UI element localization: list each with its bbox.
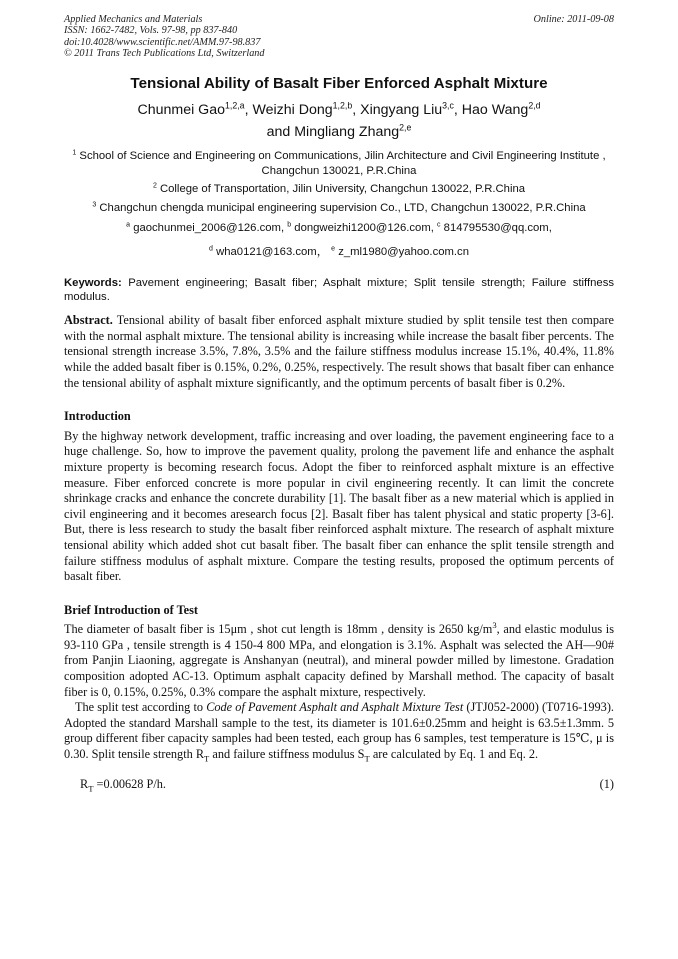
email-sup: d [209, 245, 213, 253]
affiliation-number: 2 [152, 182, 157, 190]
section-heading-introduction: Introduction [64, 409, 131, 424]
keywords-label: Keywords: [64, 277, 122, 290]
test-p2-part-b: (JTJ052-2000) (T0716-1993). Adopted the standard Marshall sample to the test, its diameter is 101.6±0.25mm and height is 63.5±1.3mm. 5 group different fiber capacity samples had been tested, each group has 6 samples, test temperature is 15℃, μ is 0.30. Split tensile strength R [64, 700, 614, 762]
affiliation-text: Changchun chengda municipal engineering supervision Co., LTD, Changchun 130022, P.R.China [99, 201, 586, 214]
equation-1 [64, 777, 614, 793]
author-separator: , [352, 102, 361, 119]
email-sup: b [287, 221, 292, 229]
author-affil-sup: 1,2,a [225, 100, 245, 111]
test-p2-part-c: and failure stiffness modulus S [209, 747, 365, 762]
test-p2-part-d: are calculated by Eq. 1 and Eq. 2. [369, 747, 539, 762]
author-line-1 [64, 99, 614, 121]
email-address[interactable]: z_ml1980@yahoo.com.cn [338, 245, 469, 258]
author-separator: , [453, 102, 462, 119]
introduction-paragraph: By the highway network development, traffic increasing and over loading, the pavement engineering face to a huge challenge. So, how to improve the pavement quality, prolong the pavement life and enhance the asphalt mixture property is becoming research focus. Adopt the fiber to reinforced asphalt mixture is an effective measure. Fiber enforced concrete is more popular in civil engineering recently. It can limit the concrete shrinkage cracks and enhance the concrete durability [1]. The basalt fiber as a new material which is applied in civil engineering and it becomes aresearch focus [2]. Basalt fiber has talent physical and static property [3-6]. But, there is less research to study the basalt fiber reinforced asphalt mixture. The research of asphalt mixture tensional ability which added shot cut basalt fiber. The basalt fiber can enhance the split tensile strength and failure stiffness modulus of asphalt mixture. Compare the testing results, proposed the optimum percents of basalt fiber. [64, 428, 614, 584]
author-name: Weizhi Dong [252, 102, 333, 119]
test-p1-part-b: , and elastic modulus is 93-110 GPa , tensile strength is 4 150-4 800 MPa, and elongation is 3.1%. Asphalt was selected the AH—90# from Panjin Liaoning, aggregate is Anshanyan (neutral), and mineral powder milled by limestone. Gradation composition adopted AC-13. Optimum asphalt capacity defined by Marshall method. The capacity of basalt fiber is 0, 0.15%, 0.25%, 0.3% compare the asphalt mixture, respectively. [64, 622, 614, 699]
keywords-block [64, 277, 614, 304]
test-paragraph-2 [64, 700, 614, 762]
equation-lhs: R [80, 776, 89, 791]
author-name: Chunmei Gao [137, 102, 225, 119]
header-row [64, 14, 614, 59]
equation-body [64, 777, 166, 793]
affiliation-2 [64, 182, 614, 197]
author-name: and Mingliang Zhang [266, 124, 400, 141]
abstract-block [64, 313, 614, 391]
paper-title: Tensional Ability of Basalt Fiber Enforced Asphalt Mixture [130, 75, 548, 93]
publication-info [64, 14, 264, 59]
author-affil-sup: 2,d [528, 100, 541, 111]
author-affil-sup: 3,c [442, 100, 454, 111]
author-affil-sup: 1,2,b [332, 100, 353, 111]
author-list [64, 99, 614, 143]
subscript-t: T [364, 753, 370, 764]
email-sup: e [331, 245, 336, 253]
email-sup: a [126, 221, 131, 229]
email-line-1 [64, 221, 614, 236]
cubic-superscript: 3 [492, 620, 497, 631]
code-title-italic: Code of Pavement Asphalt and Asphalt Mixture Test [206, 700, 464, 715]
author-name: Xingyang Liu [360, 102, 443, 119]
paper-page [64, 14, 614, 792]
email-address[interactable]: gaochunmei_2006@126.com, [133, 222, 288, 235]
affiliation-1 [64, 149, 614, 178]
affiliation-text: College of Transportation, Jilin University, Changchun 130022, P.R.China [159, 183, 526, 196]
test-p2-part-a: The split test according to [75, 700, 207, 715]
equation-rhs: =0.00628 P/h. [93, 776, 166, 791]
abstract-text: Tensional ability of basalt fiber enforced asphalt mixture studied by split tensile test then compare with the normal asphalt mixture. The tensional ability is increasing while increase the basalt fiber percents. The tensional strength increase 3.5%, 7.8%, 3.5% and the failure stiffness modulus increase 15.1%, 40.4%, 11.8% while the added basalt fiber is 0.15%, 0.2%, 0.25%, respectively. The result shows that basalt fiber can enhance the tensional ability of asphalt mixture significantly, and the optimum percents of basalt fiber is 0.2%. [64, 313, 614, 390]
affiliation-text: School of Science and Engineering on Communications, Jilin Architecture and Civil Engineering Institute , Changchun 130021, P.R.China [79, 150, 606, 177]
abstract-label: Abstract. [64, 313, 113, 328]
equation-lhs-sub: T [88, 783, 94, 794]
issn-line: ISSN: 1662-7482, Vols. 97-98, pp 837-840 [64, 25, 238, 37]
email-address[interactable]: 814795530@qq.com, [443, 222, 552, 235]
doi-line: doi:10.4028/www.scientific.net/AMM.97-98.837 [64, 36, 261, 48]
copyright-line: © 2011 Trans Tech Publications Ltd, Switzerland [64, 47, 265, 59]
test-paragraph-1 [64, 622, 614, 700]
affiliation-3 [64, 201, 614, 216]
email-address[interactable]: wha0121@163.com， [216, 245, 332, 258]
author-line-2 [64, 121, 614, 143]
affiliation-number: 3 [92, 201, 97, 209]
author-affil-sup: 2,e [399, 122, 412, 133]
subscript-t: T [204, 753, 210, 764]
author-name: Hao Wang [461, 102, 529, 119]
online-date: Online: 2011-09-08 [533, 14, 614, 25]
email-line-2 [64, 245, 614, 260]
keywords-text: Pavement engineering; Basalt fiber; Asphalt mixture; Split tensile strength; Failure stiffness modulus. [64, 277, 614, 303]
email-sup: c [437, 221, 441, 229]
test-p1-part-a: The diameter of basalt fiber is 15μm , shot cut length is 18mm , density is 2650 kg/m [64, 622, 493, 637]
author-separator: , [244, 102, 253, 119]
email-address[interactable]: dongweizhi1200@126.com, [294, 222, 438, 235]
section-heading-test: Brief Introduction of Test [64, 602, 199, 617]
affiliation-number: 1 [72, 149, 77, 157]
journal-name: Applied Mechanics and Materials [64, 14, 203, 25]
equation-number: (1) [599, 776, 614, 791]
